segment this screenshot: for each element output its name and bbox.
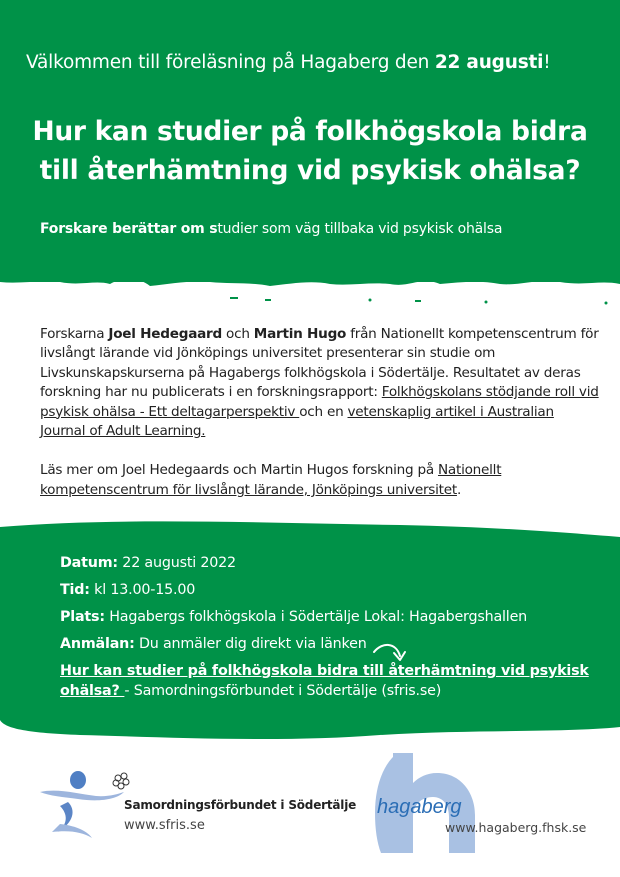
date-label: Datum:: [60, 555, 118, 571]
place-value: Hagabergs folkhögskola i Södertälje Lokal: Hagabergshallen: [104, 609, 528, 625]
title-line-1: Hur kan studier på folkhögskola bidra: [32, 116, 588, 147]
subtitle-rest: tudier som väg tillbaka vid psykisk ohälsa: [217, 221, 503, 237]
researcher-name-1: Joel Hedegaard: [108, 326, 222, 342]
signup-link-block: [60, 661, 605, 701]
welcome-suffix: !: [543, 52, 551, 73]
signup-link[interactable]: Hur kan studier på folkhögskola bidra till återhämtning vid psykisk ohälsa?: [60, 663, 589, 699]
signup-value: Du anmäler dig direkt via länken: [134, 636, 367, 652]
time-label: Tid:: [60, 582, 90, 598]
text: från Nationellt kompetenscentrum för livslångt lärande vid Jönköpings universitet presenterar sin studie om Livskunskapskurserna på Hagabergs folkhögskola i Södertälje. Resultatet av deras forskning har nu publicerats i en forskningsrapport:: [40, 326, 599, 401]
research-center-link[interactable]: Nationellt kompetenscentrum för livslångt lärande, Jönköpings universitet: [40, 462, 502, 498]
text: Läs mer om Joel Hedegaards och Martin Hugos forskning på: [40, 462, 438, 479]
hagaberg-url[interactable]: www.hagaberg.fhsk.se: [445, 820, 587, 835]
welcome-text: Välkommen till föreläsning på Hagaberg den: [26, 52, 435, 73]
event-details: [60, 553, 605, 701]
signup-link-suffix: - Samordningsförbundet i Södertälje (sfris.se): [124, 683, 442, 699]
article-link[interactable]: vetenskaplig artikel i Australian Journal of Adult Learning.: [40, 403, 554, 440]
title-line-2: till återhämtning vid psykisk ohälsa?: [39, 155, 581, 186]
detail-date: [60, 553, 605, 580]
paragraph-intro: [40, 325, 600, 441]
hagaberg-logo-word: hagaberg: [377, 796, 462, 818]
subtitle-bold: Forskare berättar om s: [40, 221, 218, 237]
text: Forskarna: [40, 326, 109, 342]
date-value: 22 augusti 2022: [117, 555, 236, 571]
body-text: [40, 325, 600, 500]
torn-edge-decoration: [0, 262, 620, 312]
detail-place: [60, 607, 605, 634]
sfris-name: Samordningsförbundet i Södertälje: [124, 798, 357, 812]
researcher-name-2: Martin Hugo: [253, 326, 347, 342]
detail-signup: [60, 634, 605, 661]
place-label: Plats:: [60, 609, 105, 625]
text: och: [221, 326, 254, 342]
subtitle: [40, 221, 502, 237]
welcome-date: 22 augusti: [434, 52, 544, 73]
signup-label: Anmälan:: [60, 636, 135, 652]
page-title: [0, 112, 620, 190]
welcome-line: [26, 52, 551, 73]
report-link[interactable]: Folkhögskolans stödjande roll vid psykisk ohälsa - Ett deltagarperspektiv: [40, 384, 599, 420]
sfris-logo-icon: [38, 766, 138, 838]
text: .: [456, 481, 462, 498]
detail-time: [60, 580, 605, 607]
sfris-url[interactable]: www.sfris.se: [124, 818, 205, 833]
text: och en: [299, 403, 348, 420]
paragraph-read-more: [40, 461, 600, 500]
time-value: kl 13.00-15.00: [89, 582, 196, 598]
curved-arrow-icon: [372, 640, 408, 666]
